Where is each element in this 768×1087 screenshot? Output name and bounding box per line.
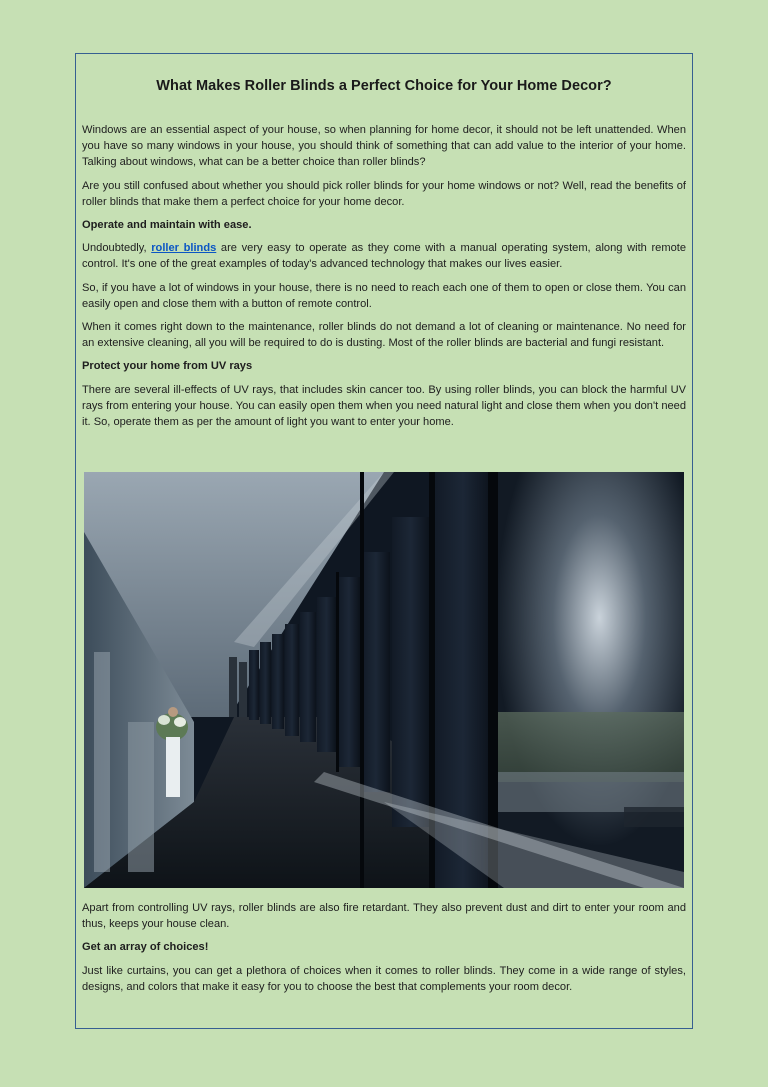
heading-operate: Operate and maintain with ease. xyxy=(82,219,252,232)
choices-paragraph-1: Just like curtains, you can get a plethora of choices when it comes to roller blinds. They come in a wide range of styles, designs, and colors that make it easy for you to choose the best that complements your room decor. xyxy=(82,964,686,993)
roller-blinds-corridor-photo xyxy=(84,472,684,888)
intro-paragraph-1: Windows are an essential aspect of your house, so when planning for home decor, it should not be left unattended. When you have so many windows in your house, you should think of something that can add value to the interior of your home. Talking about windows, what can be a better choice than roller blinds? xyxy=(82,124,686,169)
uv-paragraph-1: There are several ill-effects of UV rays, that includes skin cancer too. By using roller blinds, you can block the harmful UV rays from entering your house. You can easily open them when you need natural light and close them when you don't need it. So, operate them as per the amount of light you want to enter your home. xyxy=(82,383,686,429)
heading-choices: Get an array of choices! xyxy=(82,941,209,954)
document-body-continued xyxy=(82,900,686,1002)
heading-uv: Protect your home from UV rays xyxy=(82,360,253,373)
document-body xyxy=(82,122,686,437)
roller-blinds-link[interactable]: roller blinds xyxy=(151,242,217,255)
operate-p1-end: are very easy to operate as they come with a manual operating system, along with remote control. It's one of the great examples of today's advanced technology that makes our lives easier. xyxy=(82,242,686,271)
after-image-paragraph: Apart from controlling UV rays, roller blinds are also fire retardant. They also prevent dust and dirt to enter your room and thus, keeps your house clean. xyxy=(82,902,686,931)
operate-paragraph-2: So, if you have a lot of windows in your house, there is no need to reach each one of them to open or close them. You can easily open and close them with a button of remote control. xyxy=(82,281,686,310)
document-title: What Makes Roller Blinds a Perfect Choice for Your Home Decor? xyxy=(156,78,612,94)
operate-paragraph-3: When it comes right down to the maintenance, roller blinds do not demand a lot of cleaning or maintenance. No need for an extensive cleaning, all you will be required to do is dusting. Most of the roller blinds are bacterial and fungi resistant. xyxy=(82,321,686,350)
operate-paragraph-1 xyxy=(82,240,686,272)
intro-paragraph-2: Are you still confused about whether you should pick roller blinds for your home windows or not? Well, read the benefits of roller blinds that make them a perfect choice for your home decor. xyxy=(82,179,686,208)
operate-p1-start: Undoubtedly, xyxy=(82,242,152,255)
